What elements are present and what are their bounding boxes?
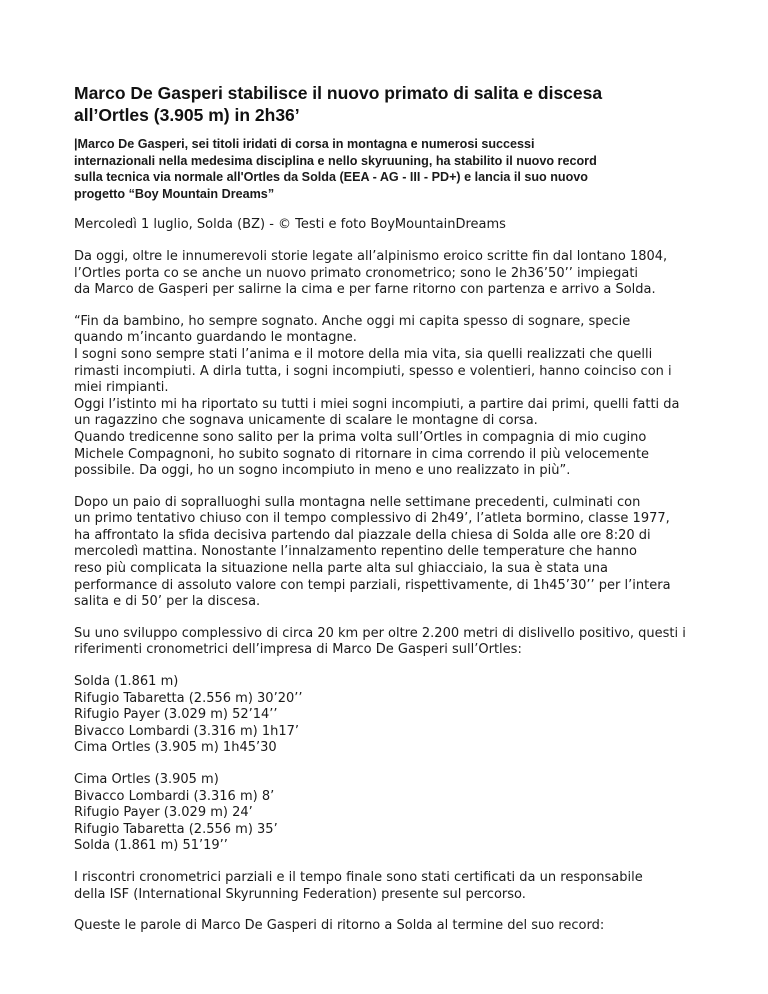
route-line-2: riferimenti cronometrici dell’impresa di Marco De Gasperi sull’Ortles: <box>74 642 522 658</box>
attempt-line-6: performance di assoluto valore con tempi parziali, rispettivamente, di 1h45’30’’ per l’intera <box>74 577 671 593</box>
quote-line-5: miei rimpianti. <box>74 380 169 396</box>
title-line-1: Marco De Gasperi stabilisce il nuovo primato di salita e discesa <box>74 83 603 103</box>
lead-line-1: |Marco De Gasperi, sei titoli iridati di corsa in montagna e numerosi successi <box>74 137 535 151</box>
quote-line-9: Michele Compagnoni, ho subito sognato di ritornare in cima correndo il più velocemente <box>74 446 650 462</box>
certification-line-2: della ISF (International Skyrunning Federation) presente sul percorso. <box>74 886 526 902</box>
certification-line-1: I riscontri cronometrici parziali e il tempo finale sono stati certificati da un responsabile <box>74 869 643 885</box>
paragraph-attempt <box>74 495 698 611</box>
paragraph-quote <box>74 314 698 480</box>
quote-line-7: un ragazzino che sognava unicamente di scalare le montagne di corsa. <box>74 413 538 429</box>
paragraph-intro <box>74 249 698 299</box>
ascent-splits <box>74 674 698 757</box>
ascent-split: Rifugio Payer (3.029 m) 52’14’’ <box>74 707 278 723</box>
paragraph-closing: Queste le parole di Marco De Gasperi di ritorno a Solda al termine del suo record: <box>74 918 605 934</box>
descent-split: Bivacco Lombardi (3.316 m) 8’ <box>74 788 275 804</box>
descent-split: Rifugio Tabaretta (2.556 m) 35’ <box>74 821 278 837</box>
quote-line-10: possibile. Da oggi, ho un sogno incompiuto in meno e uno realizzato in più”. <box>74 463 571 479</box>
paragraph-certification <box>74 870 698 903</box>
quote-line-2: quando m’incanto guardando le montagne. <box>74 330 357 346</box>
route-line-1: Su uno sviluppo complessivo di circa 20 km per oltre 2.200 metri di dislivello positivo, questi i <box>74 625 686 641</box>
attempt-line-2: un primo tentativo chiuso con il tempo complessivo di 2h49’, l’atleta bormino, classe 1977, <box>74 511 670 527</box>
ascent-split: Bivacco Lombardi (3.316 m) 1h17’ <box>74 723 300 739</box>
dateline: Mercoledì 1 luglio, Solda (BZ) - © Testi e foto BoyMountainDreams <box>74 217 506 233</box>
paragraph-route <box>74 626 698 659</box>
intro-line-3: da Marco de Gasperi per salirne la cima e per farne ritorno con partenza e arrivo a Solda. <box>74 282 656 298</box>
title-line-2: all’Ortles (3.905 m) in 2h36’ <box>74 105 300 125</box>
descent-split: Solda (1.861 m) 51’19’’ <box>74 838 228 854</box>
attempt-line-4: mercoledì mattina. Nonostante l’innalzamento repentino delle temperature che hanno <box>74 544 637 560</box>
attempt-line-7: salita e di 50’ per la discesa. <box>74 594 261 610</box>
descent-splits <box>74 772 698 855</box>
lead-line-3: sulla tecnica via normale all'Ortles da Solda (EEA - AG - III - PD+) e lancia il suo nuovo <box>74 170 588 185</box>
article <box>74 82 698 950</box>
quote-line-6: Oggi l’istinto mi ha riportato su tutti i miei sogni incompiuti, a partire dai primi, quelli fatti da <box>74 396 680 412</box>
ascent-split: Solda (1.861 m) <box>74 674 179 690</box>
article-title <box>74 82 698 126</box>
attempt-line-1: Dopo un paio di sopralluoghi sulla montagna nelle settimane precedenti, culminati con <box>74 494 641 510</box>
descent-split: Rifugio Payer (3.029 m) 24’ <box>74 805 253 821</box>
lead-line-4: progetto “Boy Mountain Dreams” <box>74 186 275 201</box>
quote-line-8: Quando tredicenne sono salito per la prima volta sull’Ortles in compagnia di mio cugino <box>74 429 647 445</box>
ascent-split: Rifugio Tabaretta (2.556 m) 30’20’’ <box>74 690 303 706</box>
attempt-line-3: ha affrontato la sfida decisiva partendo dal piazzale della chiesa di Solda alle ore 8:20 di <box>74 527 651 543</box>
intro-line-2: l’Ortles porta co se anche un nuovo primato cronometrico; sono le 2h36’50’’ impiegati <box>74 265 639 281</box>
article-lead <box>74 136 698 202</box>
ascent-split: Cima Ortles (3.905 m) 1h45’30 <box>74 740 277 756</box>
quote-line-1: “Fin da bambino, ho sempre sognato. Anche oggi mi capita spesso di sognare, specie <box>74 313 631 329</box>
quote-line-3: I sogni sono sempre stati l’anima e il motore della mia vita, sia quelli realizzati che quelli <box>74 346 653 362</box>
lead-line-2: internazionali nella medesima disciplina e nello skyruuning, ha stabilito il nuovo record <box>74 153 597 168</box>
descent-split: Cima Ortles (3.905 m) <box>74 772 219 787</box>
attempt-line-5: reso più complicata la situazione nella parte alta sul ghiacciaio, la sua è stata una <box>74 561 608 577</box>
quote-line-4: rimasti incompiuti. A dirla tutta, i sogni incompiuti, spesso e volentieri, hanno coinciso con i <box>74 363 672 379</box>
intro-line-1: Da oggi, oltre le innumerevoli storie legate all’alpinismo eroico scritte fin dal lontano 1804, <box>74 248 668 264</box>
